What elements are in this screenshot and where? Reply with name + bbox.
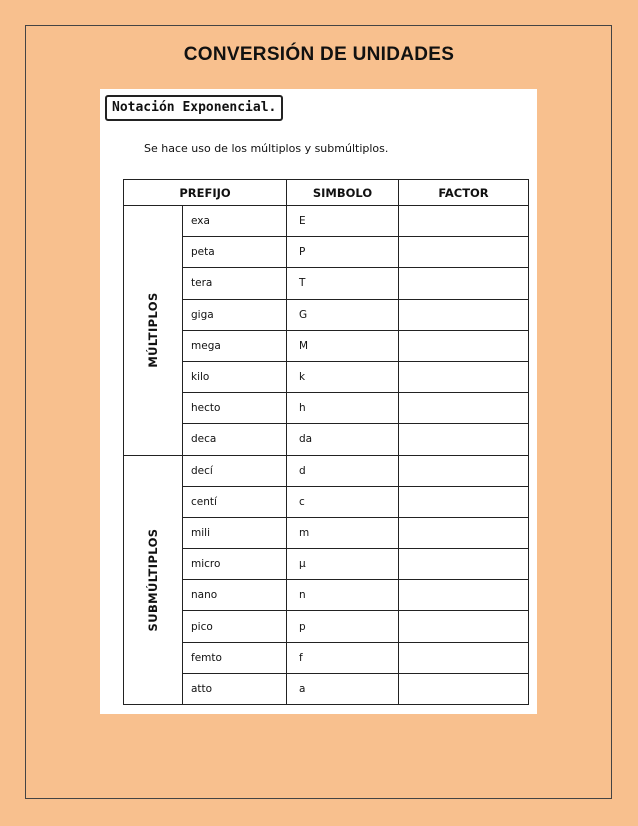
intro-text: Se hace uso de los múltiplos y submúltiplos.	[144, 142, 389, 155]
table-row	[124, 517, 529, 548]
table-row	[124, 673, 529, 704]
symbol-cell: p	[287, 611, 399, 642]
factor-cell	[399, 206, 529, 237]
worksheet-image	[100, 89, 537, 714]
prefix-table	[123, 179, 529, 705]
factor-cell	[399, 424, 529, 455]
symbol-cell: c	[287, 486, 399, 517]
table-row	[124, 268, 529, 299]
factor-cell	[399, 549, 529, 580]
group-label: SUBMÚLTIPLOS	[146, 528, 160, 632]
prefix-cell: tera	[183, 268, 287, 299]
symbol-cell: P	[287, 237, 399, 268]
table-row	[124, 611, 529, 642]
factor-cell	[399, 237, 529, 268]
table-row	[124, 549, 529, 580]
symbol-cell: a	[287, 673, 399, 704]
symbol-cell: T	[287, 268, 399, 299]
prefix-cell: atto	[183, 673, 287, 704]
table-row	[124, 580, 529, 611]
table-row	[124, 486, 529, 517]
symbol-cell: f	[287, 642, 399, 673]
table-row	[124, 361, 529, 392]
group-label-cell	[124, 455, 183, 705]
prefix-cell: kilo	[183, 361, 287, 392]
table-row	[124, 393, 529, 424]
header-symbol: SIMBOLO	[287, 180, 399, 206]
prefix-cell: mili	[183, 517, 287, 548]
table-row	[124, 237, 529, 268]
table-row	[124, 424, 529, 455]
table-row	[124, 455, 529, 486]
table-row	[124, 642, 529, 673]
notation-label: Notación Exponencial.	[105, 95, 283, 121]
factor-cell	[399, 486, 529, 517]
factor-cell	[399, 517, 529, 548]
symbol-cell: m	[287, 517, 399, 548]
symbol-cell: n	[287, 580, 399, 611]
prefix-cell: micro	[183, 549, 287, 580]
header-factor: FACTOR	[399, 180, 529, 206]
prefix-cell: centí	[183, 486, 287, 517]
prefix-cell: deca	[183, 424, 287, 455]
symbol-cell: da	[287, 424, 399, 455]
group-label: MÚLTIPLOS	[146, 292, 160, 368]
prefix-cell: hecto	[183, 393, 287, 424]
factor-cell	[399, 580, 529, 611]
symbol-cell: E	[287, 206, 399, 237]
header-prefix: PREFIJO	[124, 180, 287, 206]
table-body	[124, 206, 529, 705]
document-title: CONVERSIÓN DE UNIDADES	[183, 44, 455, 65]
prefix-cell: nano	[183, 580, 287, 611]
prefix-cell: peta	[183, 237, 287, 268]
factor-cell	[399, 361, 529, 392]
table-row	[124, 299, 529, 330]
table-row	[124, 206, 529, 237]
prefix-cell: mega	[183, 330, 287, 361]
symbol-cell: h	[287, 393, 399, 424]
group-label-cell	[124, 206, 183, 456]
factor-cell	[399, 299, 529, 330]
factor-cell	[399, 455, 529, 486]
factor-cell	[399, 673, 529, 704]
symbol-cell: G	[287, 299, 399, 330]
table-header-row	[124, 180, 529, 206]
prefix-cell: exa	[183, 206, 287, 237]
table-row	[124, 330, 529, 361]
factor-cell	[399, 393, 529, 424]
symbol-cell: μ	[287, 549, 399, 580]
factor-cell	[399, 330, 529, 361]
prefix-cell: giga	[183, 299, 287, 330]
symbol-cell: k	[287, 361, 399, 392]
factor-cell	[399, 611, 529, 642]
prefix-table-wrapper	[123, 179, 528, 705]
prefix-cell: pico	[183, 611, 287, 642]
factor-cell	[399, 268, 529, 299]
factor-cell	[399, 642, 529, 673]
prefix-cell: femto	[183, 642, 287, 673]
prefix-cell: decí	[183, 455, 287, 486]
symbol-cell: d	[287, 455, 399, 486]
symbol-cell: M	[287, 330, 399, 361]
